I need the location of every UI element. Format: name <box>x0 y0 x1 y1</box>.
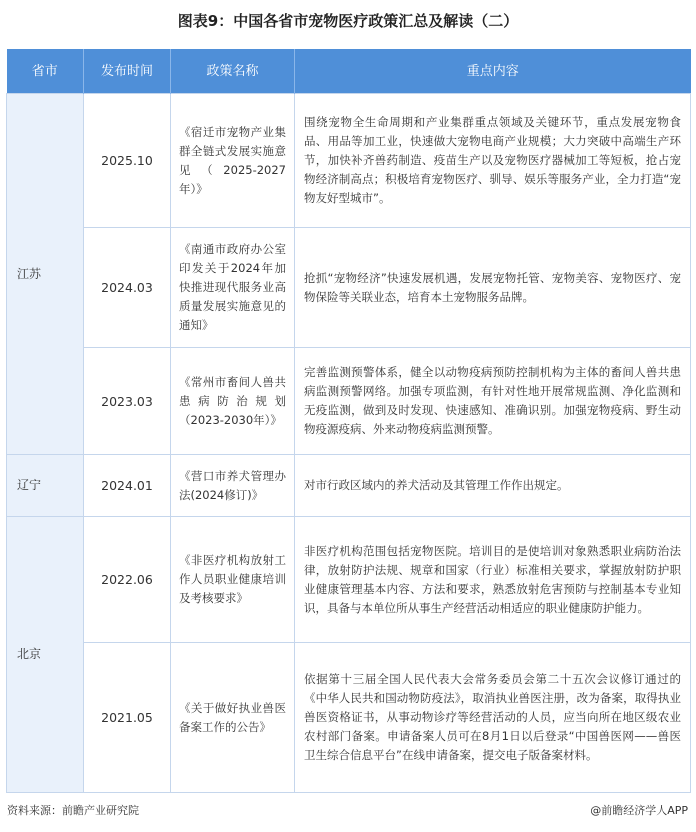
footer <box>7 800 688 820</box>
policy-name-cell: 《关于做好执业兽医备案工作的公告》 <box>171 643 295 793</box>
date-cell: 2025.10 <box>84 94 171 228</box>
brand-credit <box>590 802 688 818</box>
date-cell: 2023.03 <box>84 348 171 455</box>
content-cell: 抢抓“宠物经济”快速发展机遇，发展宠物托管、宠物美容、宠物医疗、宠物保险等关联业态，培育本土宠物服务品牌。 <box>295 228 691 348</box>
brand-label: @前瞻经济学人APP <box>590 804 688 817</box>
header-date: 发布时间 <box>84 49 171 94</box>
header-province: 省市 <box>7 49 84 94</box>
date-cell: 2024.03 <box>84 228 171 348</box>
table-row <box>7 348 691 455</box>
table-row <box>7 228 691 348</box>
date-cell: 2024.01 <box>84 455 171 517</box>
policy-name-cell: 《南通市政府办公室印发关于2024年加快推进现代服务业高质量发展实施意见的通知》 <box>171 228 295 348</box>
content-cell: 对市行政区域内的养犬活动及其管理工作作出规定。 <box>295 455 691 517</box>
header-policy: 政策名称 <box>171 49 295 94</box>
table-row <box>7 517 691 643</box>
province-cell: 辽宁 <box>7 455 84 517</box>
policy-name-cell: 《宿迁市宠物产业集群全链式发展实施意见（2025-2027年）》 <box>171 94 295 228</box>
policy-table <box>6 49 691 793</box>
table-row <box>7 94 691 228</box>
policy-name-cell: 《非医疗机构放射工作人员职业健康培训及考核要求》 <box>171 517 295 643</box>
province-cell: 北京 <box>7 517 84 793</box>
header-content: 重点内容 <box>295 49 691 94</box>
content-cell: 完善监测预警体系，健全以动物疫病预防控制机构为主体的畜间人兽共患病监测预警网络。加强专项监测，有针对性地开展常规监测、净化监测和无疫监测，做到及时发现、快速感知、准确识别。加强宠物疫病、野生动物疫源疫病、外来动物疫病监测预警。 <box>295 348 691 455</box>
chart-title: 图表9：中国各省市宠物医疗政策汇总及解读（二） <box>177 11 519 30</box>
content-cell: 围绕宠物全生命周期和产业集群重点领域及关键环节，重点发展宠物食品、用品等加工业，快速做大宠物电商产业规模；大力突破中高端生产环节，加快补齐兽药制造、疫苗生产以及宠物医疗器械加工等短板，抢占宠物经济制高点；积极培育宠物医疗、驯导、娱乐等服务产业，全力打造“宠物友好型城市”。 <box>295 94 691 228</box>
source-note: 资料来源：前瞻产业研究院 <box>7 804 139 817</box>
policy-name-cell: 《营口市养犬管理办法(2024修订)》 <box>171 455 295 517</box>
content-cell: 非医疗机构范围包括宠物医院。培训目的是使培训对象熟悉职业病防治法律，放射防护法规、规章和国家（行业）标准相关要求，掌握放射防护职业健康管理基本内容、方法和要求，熟悉放射危害预防与控制基本专业知识，具备与本单位所从事生产经营活动相适应的职业健康防护能力。 <box>295 517 691 643</box>
table-row <box>7 455 691 517</box>
table-header-row <box>7 49 691 94</box>
policy-name-cell: 《常州市畜间人兽共患病防治规划（2023-2030年）》 <box>171 348 295 455</box>
date-cell: 2022.06 <box>84 517 171 643</box>
province-cell: 江苏 <box>7 94 84 455</box>
table-row <box>7 643 691 793</box>
content-cell: 依据第十三届全国人民代表大会常务委员会第二十五次会议修订通过的《中华人民共和国动物防疫法》，取消执业兽医注册，改为备案，取得执业兽医资格证书，从事动物诊疗等经营活动的人员，应当向所在地区级农业农村部门备案。申请备案人员可在8月1日以后登录“中国兽医网——兽医卫生综合信息平台”在线申请备案，提交电子版备案材料。 <box>295 643 691 793</box>
date-cell: 2021.05 <box>84 643 171 793</box>
